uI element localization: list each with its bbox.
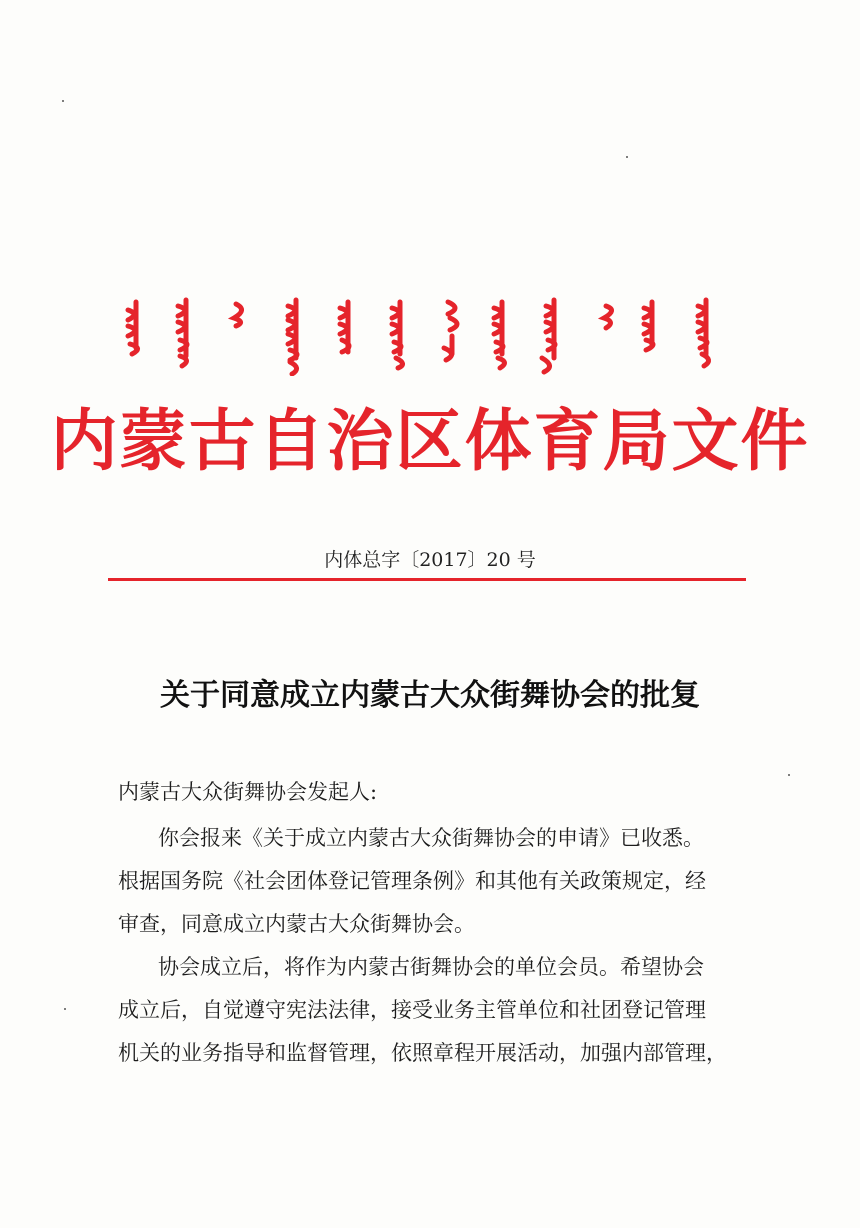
body-line: 协会成立后，将作为内蒙古街舞协会的单位会员。希望协会 [158, 955, 704, 979]
body-line: 审查，同意成立内蒙古大众街舞协会。 [118, 912, 475, 936]
salutation: 内蒙古大众街舞协会发起人: [118, 780, 378, 804]
body-line: 根据国务院《社会团体登记管理条例》和其他有关政策规定，经 [118, 869, 706, 893]
document-heading: 内蒙古自治区体育局文件 [50, 402, 810, 480]
document-number: 内体总字〔2017〕20 号 [324, 549, 536, 571]
body-line: 机关的业务指导和监督管理，依照章程开展活动，加强内部管理， [118, 1041, 727, 1065]
red-divider-line [108, 578, 746, 581]
body-line: 你会报来《关于成立内蒙古大众街舞协会的申请》已收悉。 [158, 826, 704, 850]
document-title: 关于同意成立内蒙古大众街舞协会的批复 [160, 678, 700, 713]
body-line: 成立后，自觉遵守宪法法律，接受业务主管单位和社团登记管理 [118, 998, 706, 1022]
mongolian-word [128, 302, 138, 354]
mongolian-script-header [118, 296, 738, 376]
